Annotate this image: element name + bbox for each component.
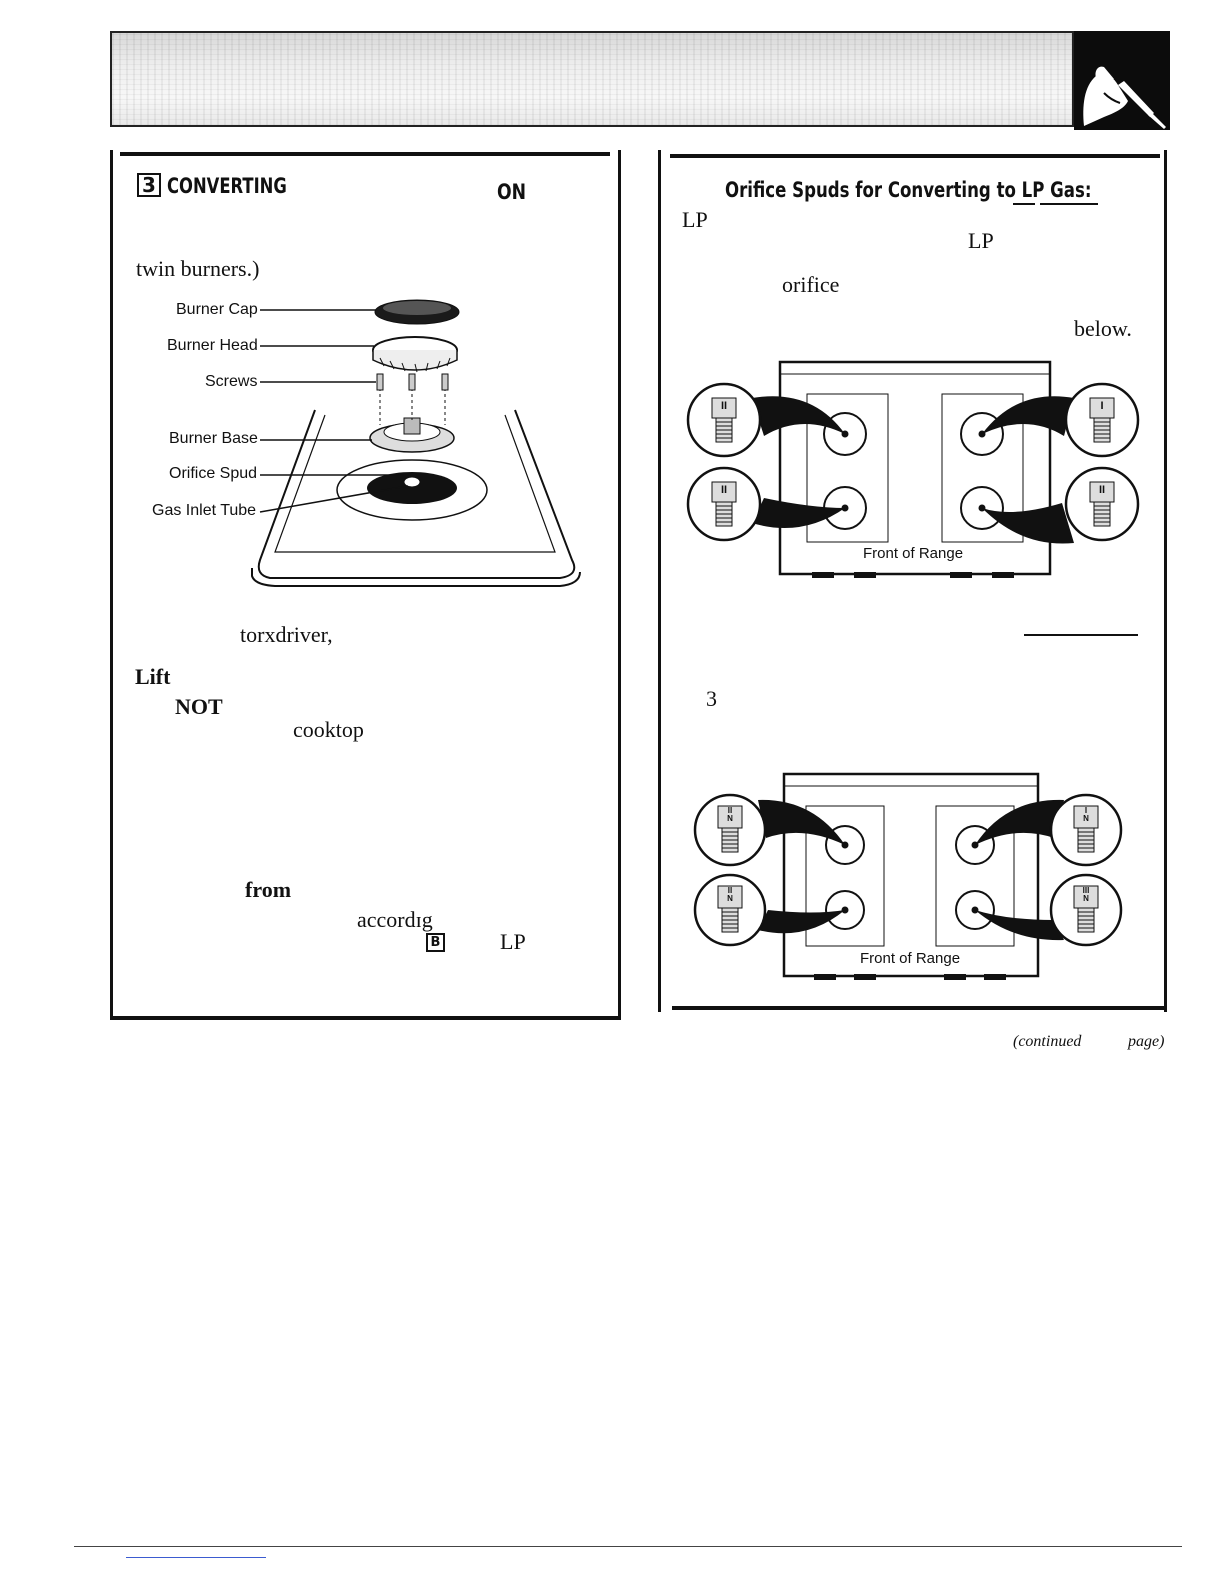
text-lp-left: LP — [500, 929, 526, 954]
spud-mark-top-rf: II — [1098, 484, 1106, 496]
spud-mark-top-rr: I — [1100, 400, 1104, 412]
label-burner-cap: Burner Cap — [176, 301, 258, 318]
section-heading: CONVERTING — [167, 174, 287, 198]
continued-note-end: page) — [1128, 1033, 1165, 1050]
step-number-box: 3 — [137, 173, 161, 197]
spud-mark-bottom-lr: II N — [727, 886, 733, 903]
label-burner-base: Burner Base — [169, 430, 258, 447]
text-lp-1: LP — [682, 207, 708, 232]
range-orifice-diagram-bottom — [688, 770, 1134, 980]
label-screws: Screws — [205, 373, 258, 390]
text-three: 3 — [706, 686, 717, 711]
spud-mark-bottom-rr: I N — [1083, 806, 1089, 823]
text-below: below. — [1074, 316, 1132, 341]
text-orifice: orifice — [782, 272, 840, 297]
label-gas-inlet-tube: Gas Inlet Tube — [152, 502, 257, 519]
spud-mark-top-lr: II — [720, 484, 728, 496]
spud-mark-bottom-rf: III N — [1082, 886, 1090, 903]
text-cooktop: cooktop — [293, 717, 364, 742]
section-tab — [1074, 31, 1170, 130]
text-lift: Lift — [135, 664, 171, 689]
spud-mark-bottom-lf: II N — [727, 806, 733, 823]
intro-text-tail: twin burners.) — [136, 256, 260, 281]
caption-front-of-range-bottom: Front of Range — [860, 950, 961, 967]
label-burner-head: Burner Head — [167, 337, 258, 354]
label-orifice-spud: Orifice Spud — [169, 465, 258, 482]
footer-link-line[interactable] — [126, 1557, 266, 1558]
header-banner — [110, 31, 1074, 127]
section-heading-tail: ON — [497, 180, 527, 204]
caption-front-of-range-top: Front of Range — [863, 545, 964, 562]
text-torxdriver: torxdriver, — [240, 622, 333, 647]
text-not: NOT — [175, 694, 223, 719]
spud-mark-top-lf: II — [720, 400, 728, 412]
hand-screwdriver-icon — [1074, 31, 1170, 130]
right-panel-title: Orifice Spuds for Converting to LP Gas: — [725, 178, 1092, 202]
continued-note-start: (continued — [1013, 1033, 1082, 1050]
title-underline-lp — [1013, 203, 1035, 205]
title-underline-gas — [1040, 203, 1098, 205]
b-step-box: B — [426, 933, 445, 952]
text-lp-2: LP — [968, 228, 994, 253]
footer-rule — [74, 1546, 1182, 1547]
text-from: from — [245, 877, 292, 902]
text-according: accordɪg — [357, 907, 433, 932]
underline-rule — [1024, 634, 1138, 636]
